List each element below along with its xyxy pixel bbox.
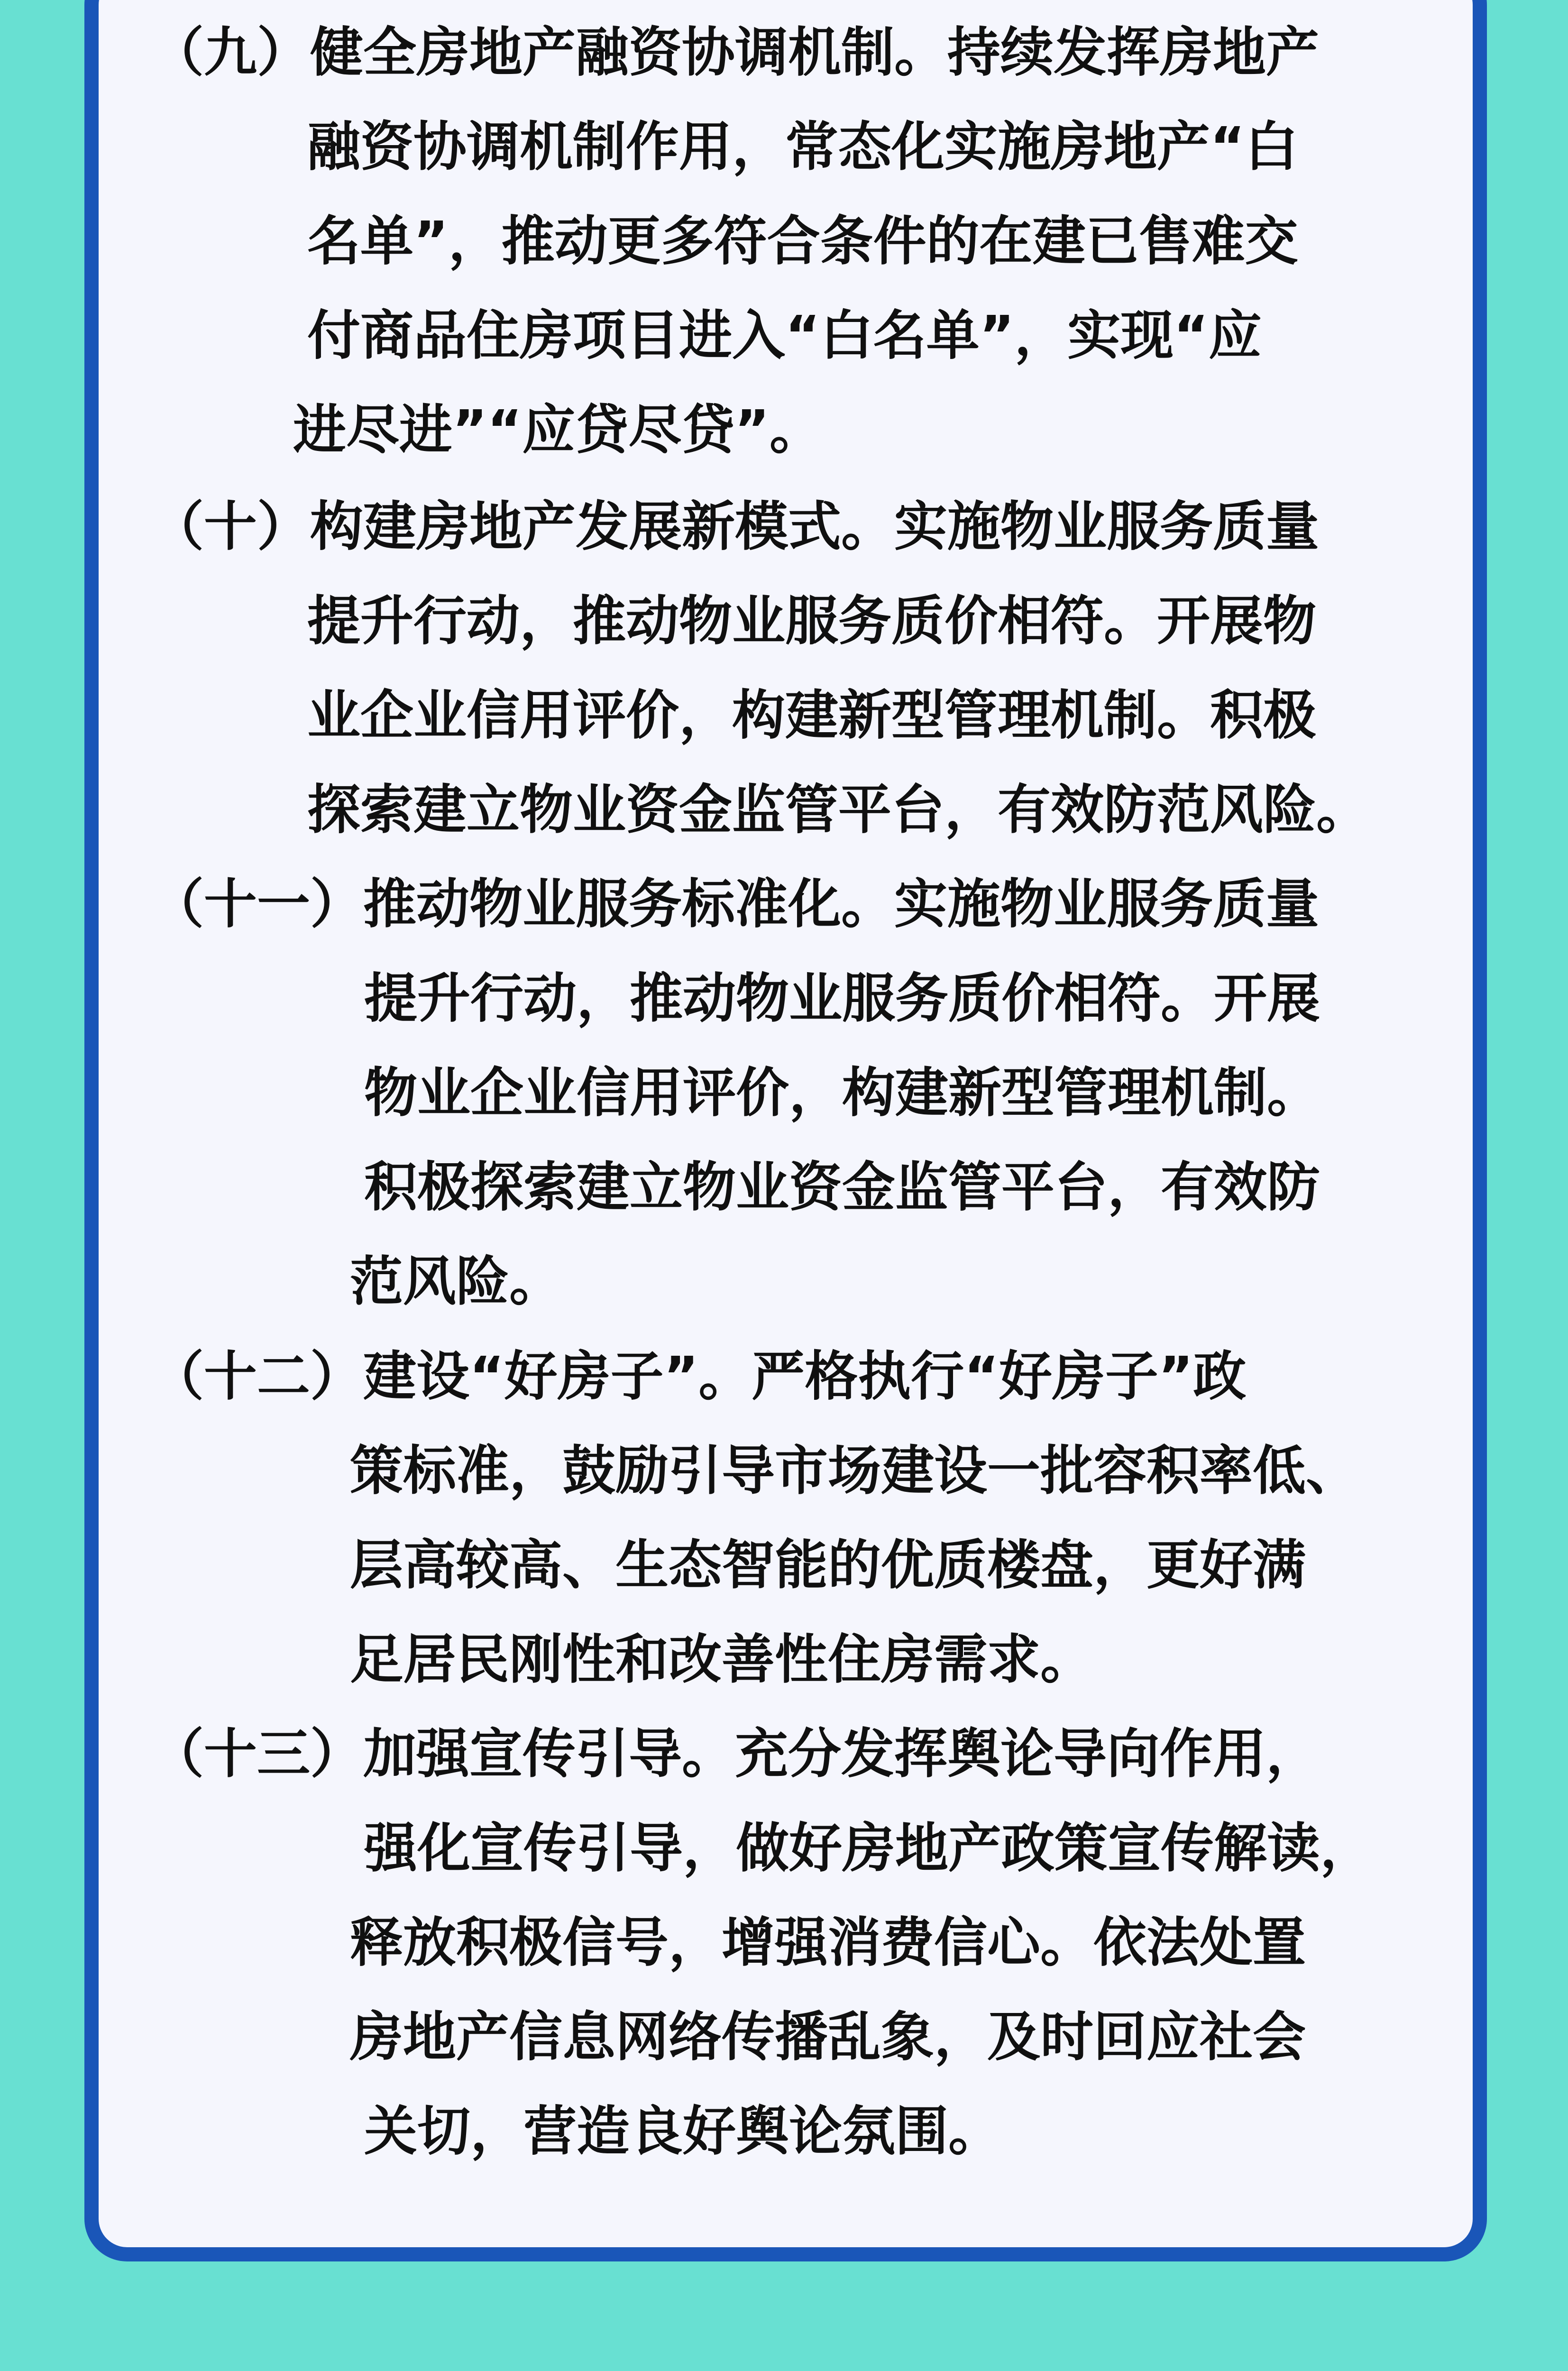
item-10-line-2: 提升行动，推动物业服务质价相符。开展物	[307, 590, 1316, 652]
item-11-line-1: （十一）推动物业服务标准化。实施物业服务质量	[151, 873, 1319, 935]
item-10-line-4: 探索建立物业资金监管平台，有效防范风险。	[307, 779, 1369, 841]
item-11-line-2: 提升行动，推动物业服务质价相符。开展	[364, 968, 1320, 1029]
item-12-line-4: 足居民刚性和改善性住房需求。	[350, 1629, 1093, 1691]
item-9-line-4: 付商品住房项目进入“白名单”，实现“应	[307, 305, 1262, 367]
item-13-line-4: 房地产信息网络传播乱象，及时回应社会	[350, 2006, 1306, 2068]
item-12-line-1: （十二）建设“好房子”。严格执行“好房子”政	[151, 1346, 1247, 1407]
policy-text-card	[84, 0, 1487, 2261]
item-10-line-3: 业企业信用评价，构建新型管理机制。积极	[307, 685, 1316, 746]
item-12-line-3: 层高较高、生态智能的优质楼盘，更好满	[350, 1535, 1306, 1596]
item-9-line-3: 名单”，推动更多符合条件的在建已售难交	[307, 211, 1298, 272]
item-9-line-5: 进尽进”“应贷尽贷”。	[293, 399, 823, 461]
item-9-line-2: 融资协调机制作用，常态化实施房地产“白	[307, 116, 1298, 178]
item-13-line-3: 释放积极信号，增强消费信心。依法处置	[350, 1912, 1306, 1974]
item-11-line-5: 范风险。	[350, 1251, 562, 1313]
item-12-line-2: 策标准，鼓励引导市场建设一批容积率低、	[350, 1440, 1359, 1502]
item-11-line-3: 物业企业信用评价，构建新型管理机制。	[364, 1062, 1320, 1124]
item-13-line-5: 关切，营造良好舆论氛围。	[364, 2101, 1001, 2162]
item-11-line-4: 积极探索建立物业资金监管平台，有效防	[364, 1157, 1320, 1218]
item-9-line-1: （九）健全房地产融资协调机制。持续发挥房地产	[151, 22, 1319, 83]
item-13-line-2: 强化宣传引导，做好房地产政策宣传解读，	[364, 1818, 1373, 1879]
item-10-line-1: （十）构建房地产发展新模式。实施物业服务质量	[151, 496, 1319, 558]
item-13-line-1: （十三）加强宣传引导。充分发挥舆论导向作用，	[151, 1723, 1319, 1785]
